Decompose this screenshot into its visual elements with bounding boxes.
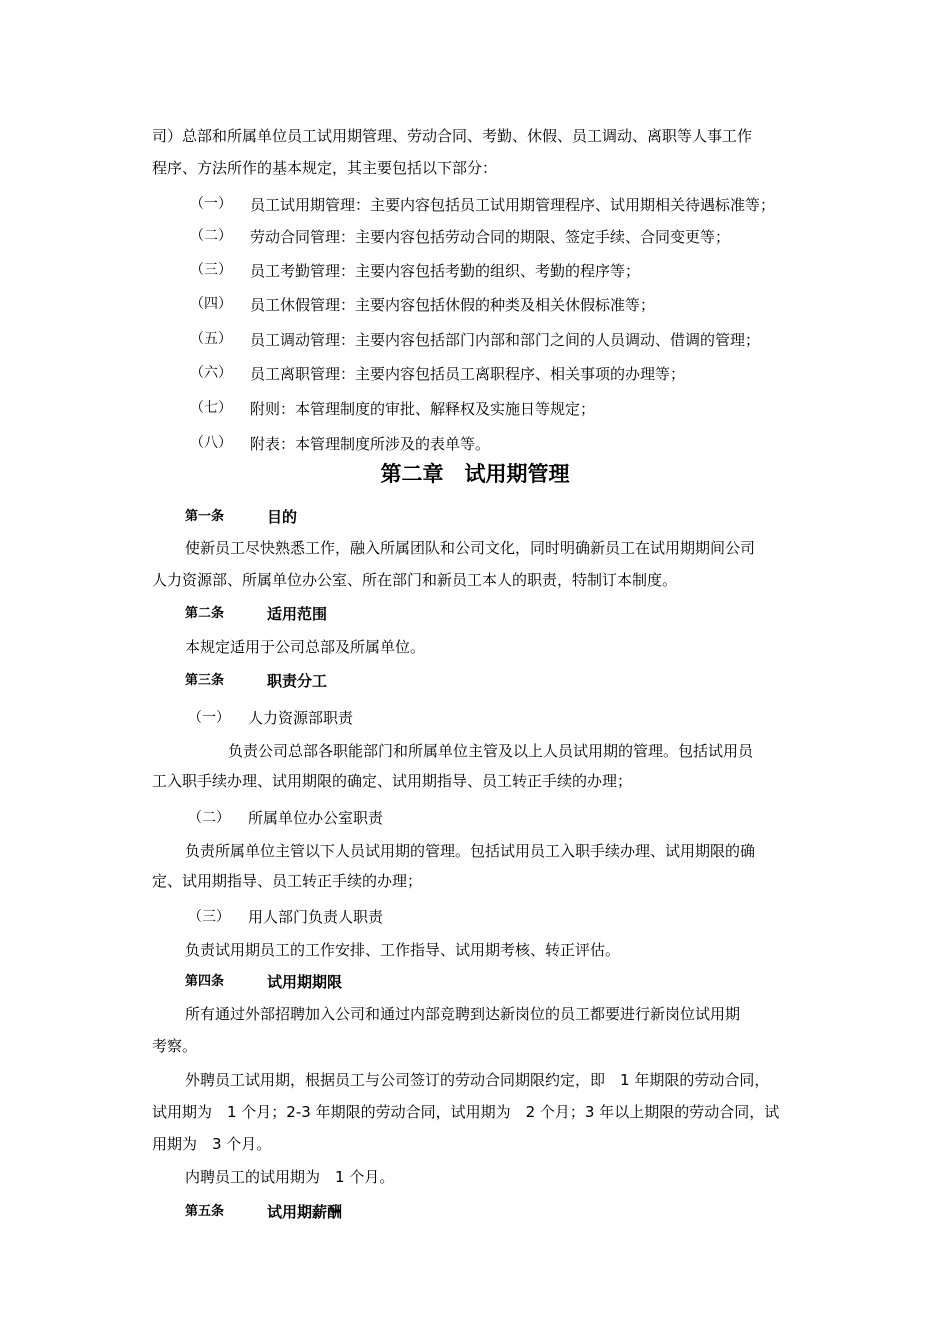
article-number: 第三条 — [185, 673, 225, 688]
part-text: 附表：本管理制度所涉及的表单等。 — [250, 435, 491, 453]
article-paragraph-line: 工入职手续办理、试用期限的确定、试用期指导、员工转正手续的办理； — [152, 772, 633, 790]
chapter-title: 第二章 试用期管理 — [380, 462, 570, 486]
part-number: （四） — [190, 296, 232, 312]
article-paragraph-line: 定、试用期指导、员工转正手续的办理； — [152, 872, 423, 890]
article-paragraph-line: 人力资源部、所属单位办公室、所在部门和新员工本人的职责，特制订本制度。 — [152, 571, 678, 589]
part-number: （七） — [190, 400, 232, 416]
article-number: 第二条 — [185, 606, 225, 621]
part-text: 员工试用期管理：主要内容包括员工试用期管理程序、试用期相关待遇标准等； — [250, 196, 776, 214]
article-number: 第一条 — [185, 509, 225, 524]
article-paragraph-line: 负责所属单位主管以下人员试用期的管理。包括试用员工入职手续办理、试用期限的确 — [185, 842, 756, 860]
intro-line-1: 司）总部和所属单位员工试用期管理、劳动合同、考勤、休假、员工调动、离职等人事工作 — [152, 127, 753, 145]
article-title: 试用期薪酬 — [267, 1203, 343, 1221]
article-paragraph-line: 负责试用期员工的工作安排、工作指导、试用期考核、转正评估。 — [185, 941, 621, 959]
part-text: 员工休假管理：主要内容包括休假的种类及相关休假标准等； — [250, 296, 656, 314]
part-text: 员工离职管理：主要内容包括员工离职程序、相关事项的办理等； — [250, 365, 686, 383]
article-paragraph-line: 用期为 3 个月。 — [152, 1135, 272, 1153]
part-number: （二） — [190, 228, 232, 244]
part-number: （三） — [190, 262, 232, 278]
article-title: 职责分工 — [267, 672, 328, 690]
article-title: 适用范围 — [267, 605, 328, 623]
part-text: 劳动合同管理：主要内容包括劳动合同的期限、签定手续、合同变更等； — [250, 228, 731, 246]
article-number: 第四条 — [185, 974, 225, 989]
article-paragraph-line: 所有通过外部招聘加入公司和通过内部竞聘到达新岗位的员工都要进行新岗位试用期 — [185, 1005, 741, 1023]
article-title: 试用期期限 — [267, 973, 343, 991]
part-text: 附则：本管理制度的审批、解释权及实施日等规定； — [250, 400, 596, 418]
sub-title: 人力资源部职责 — [248, 709, 354, 727]
article-number: 第五条 — [185, 1204, 225, 1219]
article-paragraph-line: 考察。 — [152, 1037, 198, 1055]
part-text: 员工调动管理：主要内容包括部门内部和部门之间的人员调动、借调的管理； — [250, 331, 761, 349]
part-number: （五） — [190, 331, 232, 347]
sub-number: （三） — [188, 909, 230, 925]
article-paragraph-line: 试用期为 1 个月；2-3 年期限的劳动合同，试用期为 2 个月；3 年以上期限的劳动合同，试 — [152, 1103, 780, 1121]
sub-number: （一） — [188, 710, 230, 726]
part-number: （六） — [190, 365, 232, 381]
part-number: （八） — [190, 435, 232, 451]
article-paragraph-line: 负责公司总部各职能部门和所属单位主管及以上人员试用期的管理。包括试用员 — [228, 742, 754, 760]
article-paragraph-line: 使新员工尽快熟悉工作，融入所属团队和公司文化，同时明确新员工在试用期期间公司 — [185, 539, 756, 557]
article-paragraph-line: 内聘员工的试用期为 1 个月。 — [185, 1168, 395, 1186]
article-title: 目的 — [267, 508, 298, 526]
intro-line-2: 程序、方法所作的基本规定，其主要包括以下部分： — [152, 159, 498, 177]
article-paragraph-line: 本规定适用于公司总部及所属单位。 — [185, 638, 426, 656]
sub-title: 所属单位办公室职责 — [248, 809, 384, 827]
part-number: （一） — [190, 196, 232, 212]
part-text: 员工考勤管理：主要内容包括考勤的组织、考勤的程序等； — [250, 262, 641, 280]
sub-title: 用人部门负责人职责 — [248, 908, 384, 926]
sub-number: （二） — [188, 810, 230, 826]
article-paragraph-line: 外聘员工试用期，根据员工与公司签订的劳动合同期限约定，即 1 年期限的劳动合同， — [185, 1071, 770, 1089]
